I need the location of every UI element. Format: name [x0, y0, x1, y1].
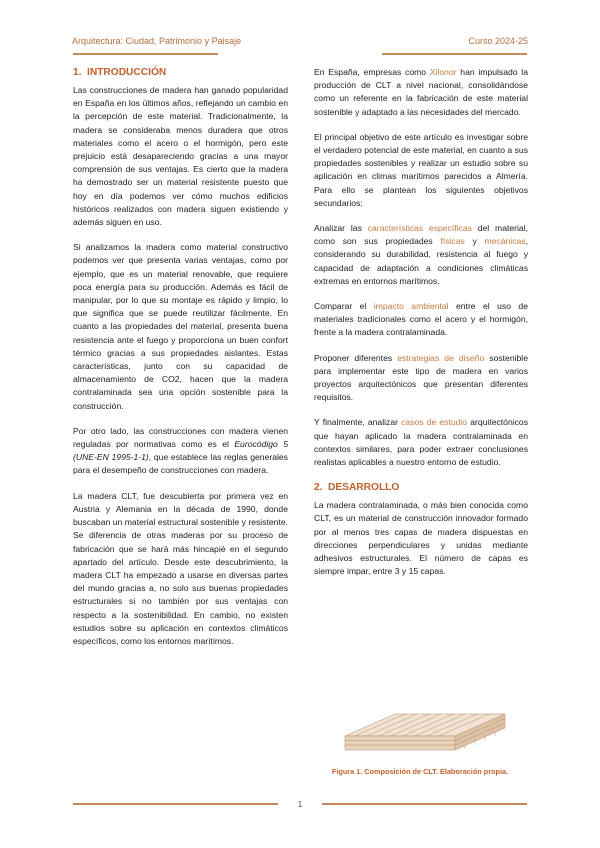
header-rule — [73, 53, 218, 55]
header-rule-right — [382, 53, 527, 55]
section-heading-desarrollo — [314, 481, 528, 495]
paragraph: Por otro lado, las construcciones con madera vienen reguladas por normativas como es el Eurocódigo 5 (UNE-EN 1995-1-1), que establece las reglas generales para el desempeño de construcciones con madera. — [73, 425, 288, 476]
running-header — [72, 36, 528, 50]
clt-layers-illustration — [335, 700, 515, 758]
section-title: INTRODUCCIÓN — [87, 67, 167, 78]
header-course-title: Arquitectura: Ciudad, Patrimonio y Paisaje — [72, 36, 242, 46]
objective-2: Comparar el impacto ambiental entre el uso de materiales tradicionales como el acero y el hormigón, frente a la madera contralaminada. — [314, 301, 528, 338]
footer-rule — [73, 803, 278, 805]
objective-3: Proponer diferentes estrategias de diseño sostenible para implementar este tipo de madera en varios proyectos arquitectónicos que presentan diferentes requisitos. — [314, 352, 528, 403]
standard-reference: Eurocódigo 5 (UNE-EN 1995-1-1) — [73, 439, 288, 463]
objective-4: Y finalmente, analizar casos de estudio arquitectónicos que hayan aplicado la madera contralaminada en contextos similares, para poder extraer conclusiones realistas aplicables a nuestro entorno de estudio. — [314, 417, 529, 468]
paragraph: La madera CLT, fue descubierta por primera vez en Austria y Alemania en la década de 1990, donde buscaban un material estructural sostenible y resistente. Se diferencia de otras maderas por su proceso de fabricación que se hará más hincapié en el segundo apartado del artículo. Desde este descubrimiento, la madera CLT ha empezado a usarse en diversas partes del mundo gracias a, no solo sus buenas propiedades estructurales si no también por sus ventajas con respecto a la sostenibilidad. En cambio, no existen estudios sobre su aplicación en contextos climáticos específicos, como los entornos marítimos. — [73, 490, 288, 646]
paragraph: En España, empresas como Xilonor han impulsado la producción de CLT a nivel nacional, consolidándose como un referente en la fabricación de este material sostenible y adaptado a las necesidades del mercado. — [314, 67, 528, 117]
paragraph: Si analizamos la madera como material constructivo podemos ver que presenta varias ventajas, como por ejemplo, que es un material renovable, que requiere poca energía para su producción. Además es fácil de manipular, por lo que su montaje es rápido y limpio, lo que significa que se puede reutilizar fácilmente. En cuanto a las propiedades del material, presenta buena resistencia ante el fuego y proporciona un buen confort térmico gracias a sus propiedades aislantes. Estas características, junto con su capacidad de almacenamiento de CO2, hacen que la madera contralaminada sea una opción sostenible para la construcción. — [73, 242, 288, 411]
section-heading-introduccion — [73, 66, 288, 80]
section-number: 1. — [73, 67, 82, 78]
section-title: DESARROLLO — [328, 482, 400, 494]
company-link: Xilonor — [429, 67, 457, 77]
figure-caption: Figura 1. Composición de CLT. Elaboración propia. — [331, 767, 509, 776]
paragraph: Las construcciones de madera han ganado popularidad en España en los últimos años, reflejando un cambio en la percepción de este material. Tradicionalmente, la madera se consideraba menos duradera que otros materiales como el acero o el hormigón, pero este prejuicio está desapareciendo gracias a una mayor comprensión de sus ventajas. Es cierto que la madera ha demostrado ser un material resistente puesto que hoy en día podemos ver cómo muchos edificios históricos realizados con madera siguen existiendo y además siguen en uso. — [73, 85, 288, 228]
right-column — [314, 66, 528, 591]
footer-rule-right — [322, 803, 527, 805]
paragraph: La madera contralaminada, o más bien conocida como CLT, es un material de construcción innovador formado por al menos tres capas de madera dispuestas en direcciones perpendiculares y unidas mediante adhesivos estructurales. El número de capas es siempre impar, entre 3 y 15 capas. — [314, 500, 528, 577]
section-number: 2. — [314, 482, 323, 494]
left-column — [73, 66, 288, 660]
page-number: 1 — [297, 800, 303, 809]
paragraph: El principal objetivo de este artículo es investigar sobre el verdadero potencial de este material, en cuanto a sus propiedades sostenibles y realizar un estudio sobre su aplicación en climas marítimos parecidos a Almería. Para ello se plantean los siguientes objetivos secundarios: — [314, 131, 528, 208]
header-year: Curso 2024-25 — [468, 36, 528, 46]
objective-1: Analizar las características específicas del material, como son sus propiedades físicas y mecánicas, considerando su durabilidad, resistencia al fuego y capacidad de adaptación a condiciones climáticas extremas en entornos marítimos. — [314, 223, 528, 286]
